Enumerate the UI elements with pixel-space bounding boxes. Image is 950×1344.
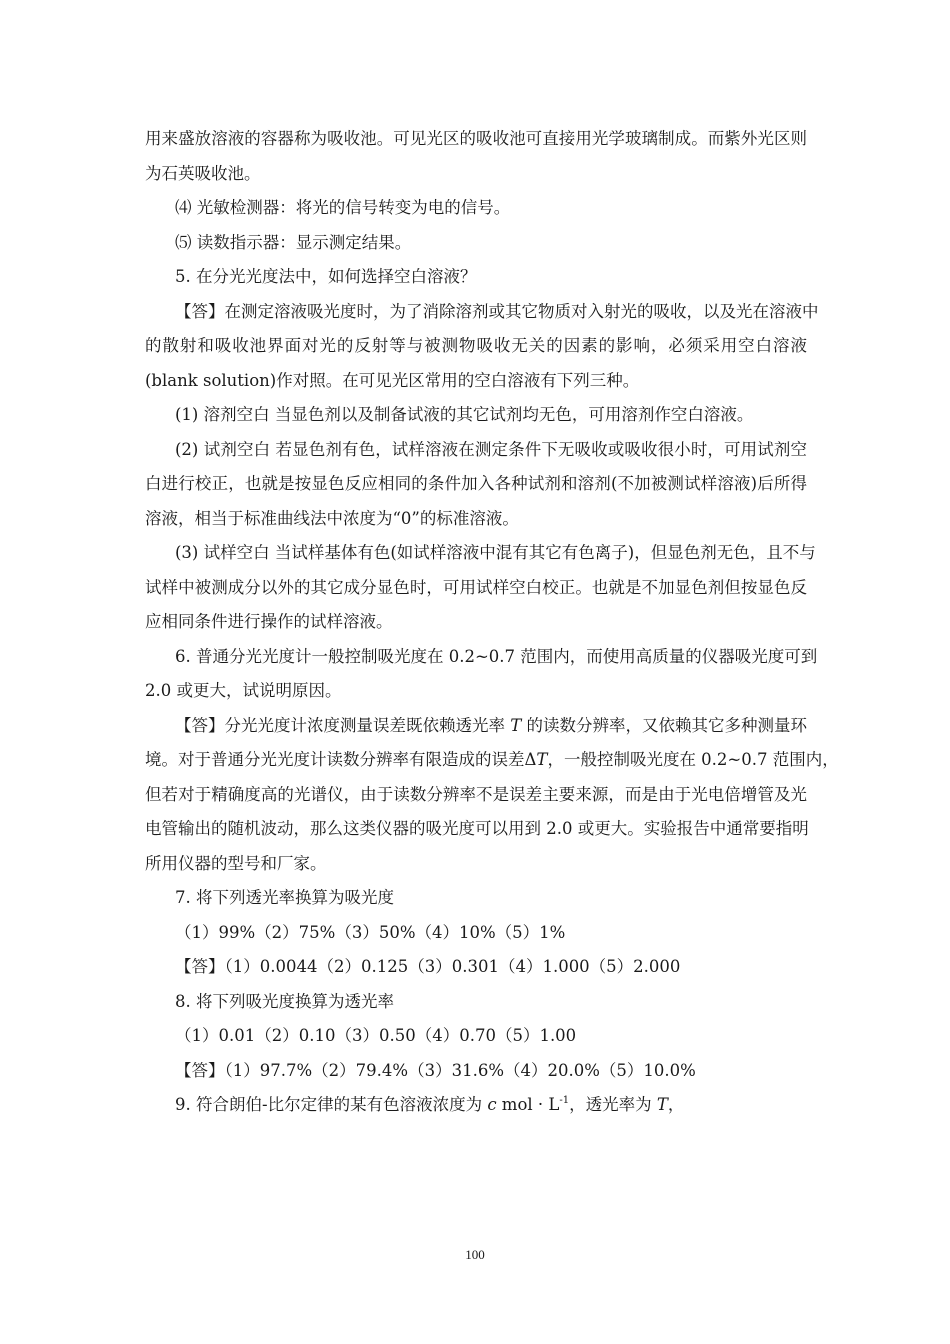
question-heading (145, 1088, 807, 1123)
transmittance-symbol: T (536, 750, 548, 769)
answer-line (145, 743, 839, 778)
list-item: (1) 溶剂空白 当显色剂以及制备试液的其它试剂均无色，可用溶剂作空白溶液。 (175, 405, 754, 424)
document-body (145, 122, 839, 1123)
question-text: 9. 符合朗伯-比尔定律的某有色溶液浓度为 (175, 1095, 488, 1114)
question-values: （1）99%（2）75%（3）50%（4）10%（5）1% (175, 922, 566, 942)
question-text: ，透光率为 (569, 1095, 657, 1114)
question-heading: 6. 普通分光光度计一般控制吸光度在 0.2~0.7 范围内，而使用高质量的仪器吸光度可到 (175, 646, 818, 666)
answer-line: 但若对于精确度高的光谱仪，由于读数分辨率不是误差主要来源，而是由于光电倍增管及光 (145, 784, 807, 804)
unit-text: mol · L (496, 1095, 560, 1114)
paragraph-line: 应相同条件进行操作的试样溶液。 (145, 612, 393, 631)
answer-text: 【答】分光光度计浓度测量误差既依赖透光率 (175, 715, 511, 735)
paragraph-line: 用来盛放溶液的容器称为吸收池。可见光区的吸收池可直接用光学玻璃制成。而紫外光区则 (145, 129, 807, 148)
answer-line (145, 709, 807, 744)
paragraph-line: 试样中被测成分以外的其它成分显色时，可用试样空白校正。也就是不加显色剂但按显色反 (145, 577, 807, 597)
concentration-symbol: c (487, 1095, 497, 1114)
answer-line: 的散射和吸收池界面对光的反射等与被测物吸收无关的因素的影响，必须采用空白溶液 (145, 336, 807, 355)
paragraph-line: 为石英吸收池。 (145, 163, 261, 183)
answer-line: 【答】（1）0.0044（2）0.125（3）0.301（4）1.000（5）2.000 (175, 957, 681, 976)
answer-line: 【答】在测定溶液吸光度时，为了消除溶剂或其它物质对入射光的吸收，以及光在溶液中 (175, 301, 819, 321)
answer-line: 电管输出的随机波动，那么这类仪器的吸光度可以用到 2.0 或更大。实验报告中通常要指明 (145, 819, 809, 838)
answer-text: ，一般控制吸光度在 0.2~0.7 范围内， (547, 750, 839, 769)
question-values: （1）0.01（2）0.10（3）0.50（4）0.70（5）1.00 (175, 1026, 577, 1045)
question-heading: 2.0 或更大，试说明原因。 (145, 681, 342, 700)
answer-line: 所用仪器的型号和厂家。 (145, 853, 327, 873)
question-heading: 5. 在分光光度法中，如何选择空白溶液？ (175, 267, 477, 286)
unit-exponent: -1 (559, 1094, 570, 1106)
paragraph-line: 白进行校正，也就是按显色反应相同的条件加入各种试剂和溶剂(不加被测试样溶液)后所得 (145, 474, 807, 493)
question-heading: 7. 将下列透光率换算为吸光度 (175, 888, 394, 907)
page-number: 100 (465, 1247, 485, 1262)
list-item: (3) 试样空白 当试样基体有色(如试样溶液中混有其它有色离子)，但显色剂无色，且不与 (175, 543, 816, 562)
list-item: ⑸ 读数指示器：显示测定结果。 (175, 232, 412, 252)
transmittance-symbol: T (656, 1095, 668, 1114)
list-item: (2) 试剂空白 若显色剂有色，试样溶液在测定条件下无吸收或吸收很小时，可用试剂空 (175, 439, 807, 459)
answer-text: 的读数分辨率，又依赖其它多种测量环 (521, 715, 808, 735)
answer-text: 境。对于普通分光光度计读数分辨率有限造成的误差Δ (145, 750, 537, 769)
question-heading: 8. 将下列吸光度换算为透光率 (175, 991, 394, 1011)
answer-line: 【答】（1）97.7%（2）79.4%（3）31.6%（4）20.0%（5）10.0% (175, 1060, 696, 1080)
answer-line: (blank solution)作对照。在可见光区常用的空白溶液有下列三种。 (145, 370, 640, 390)
list-item: ⑷ 光敏检测器：将光的信号转变为电的信号。 (175, 198, 511, 217)
paragraph-line: 溶液，相当于标准曲线法中浓度为“0”的标准溶液。 (145, 508, 519, 528)
question-text: ， (667, 1095, 685, 1114)
transmittance-symbol: T (510, 715, 522, 735)
